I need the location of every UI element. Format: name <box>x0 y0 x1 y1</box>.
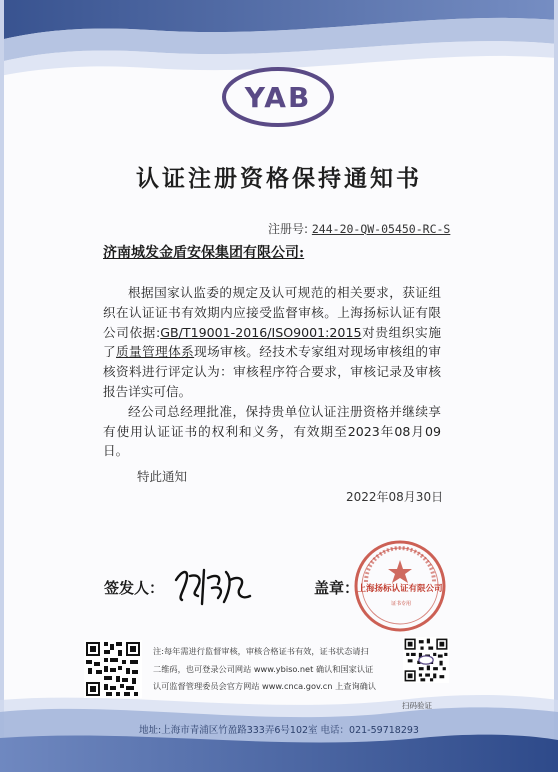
issue-date: 2022年08月30日 <box>346 490 444 504</box>
stamp-sub-text: 证书专用 <box>390 601 411 607</box>
signer-label: 签发人： <box>104 579 165 597</box>
paragraph-2: 经公司总经理批准，保持贵单位认证注册资格并继续享有使用认证证书的权利和义务，有效期至2023年08月09日。 <box>103 403 441 459</box>
note-line-1: 注:每年需进行监督审核，审核合格证书有效，证书状态请扫 <box>153 646 369 656</box>
registration-number: 244-20-QW-05450-RC-S <box>311 222 451 236</box>
note-text <box>153 643 393 696</box>
note-line-3: 认可监督管理委员会官方网站 www.cnca.gov.cn 上查询确认 <box>153 681 377 691</box>
company-logo <box>220 66 336 128</box>
standard-code: GB/T19001-2016/ISO9001:2015 <box>160 324 362 340</box>
paragraph-1-part-3: 现场审核。经技术专家组对现场审核组的审核资料进行评定认为：审核程序符合要求，审核记录及审核报告详实可信。 <box>103 344 442 399</box>
company-name: 济南城发金盾安保集团有限公司: <box>103 245 305 261</box>
address-line: 地址:上海市青浦区竹盈路333弄6号102室 电话：021-59718293 <box>139 725 419 736</box>
qr-code-left-icon <box>84 640 142 698</box>
signature-image <box>168 560 258 610</box>
logo-text: YAB <box>244 80 312 114</box>
qr-code-right-icon <box>403 637 449 683</box>
registration-line <box>268 220 450 237</box>
note-line-2: 二维码，也可登录公司网站 www.ybiso.net 确认和国家认证 <box>153 663 374 674</box>
system-type: 质量管理体系 <box>116 344 195 360</box>
notice-text: 特此通知 <box>137 469 188 484</box>
paragraph-1-part-2: 对贵组织实施了 <box>103 324 441 360</box>
seal-label: 盖章： <box>314 579 360 597</box>
registration-label: 注册号: <box>268 222 309 236</box>
qr-caption: 扫码验证 <box>402 701 432 710</box>
page-title: 认证注册资格保持通知书 <box>136 165 422 192</box>
paragraph-1-part-1: 根据国家认监委的规定及认可规范的相关要求，获证组织在认证证书有效期内应接受监督审核。上海扬标认证有限公司依据: <box>103 285 441 340</box>
paragraph-1 <box>103 283 441 402</box>
body-text <box>103 283 441 461</box>
stamp-company-text: 上海扬标认证有限公司 <box>357 584 443 594</box>
